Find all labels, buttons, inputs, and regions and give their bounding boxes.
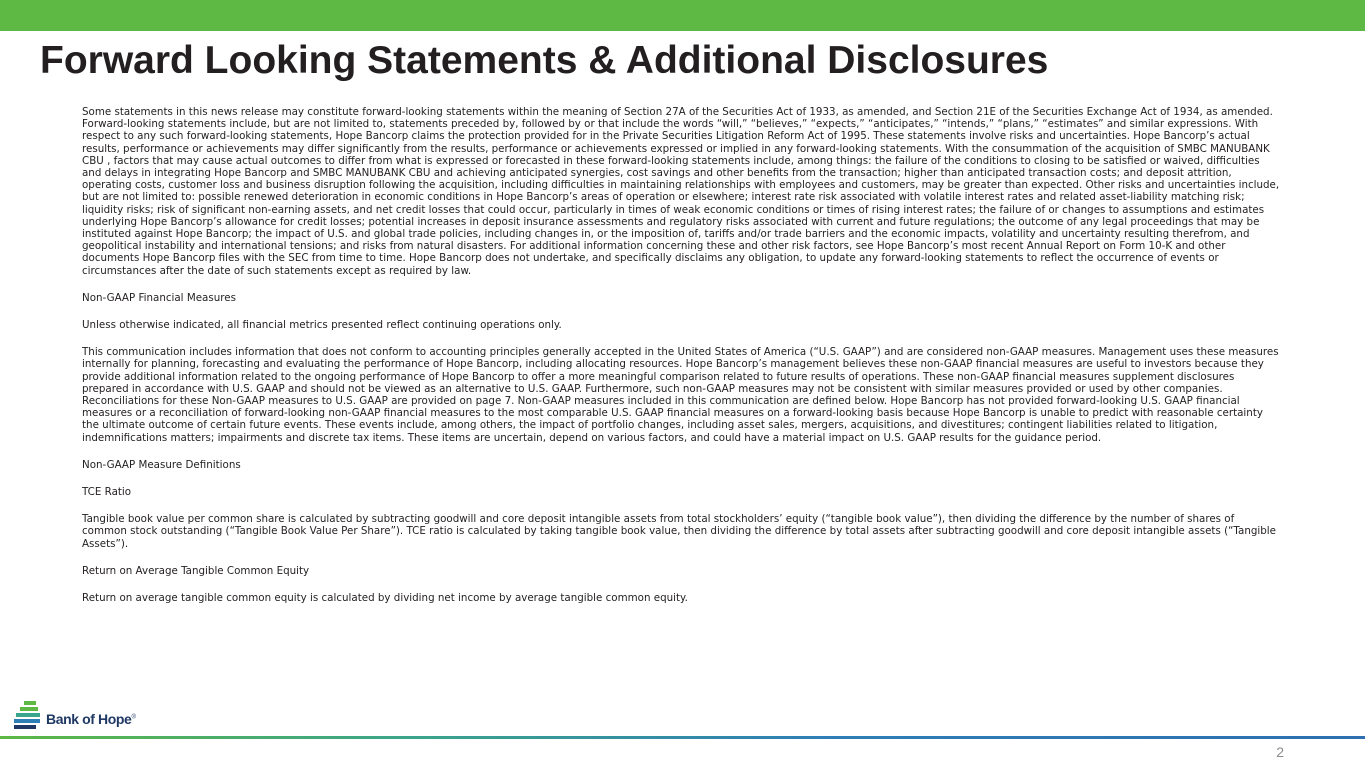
page-title: Forward Looking Statements & Additional Disclosures [40,39,1049,82]
tce-paragraph: Tangible book value per common share is calculated by subtracting goodwill and core deposit intangible assets from total stockholders’ equity (“tangible book value”), then dividing the difference by the number of shares of common stock outstanding (“Tangible Book Value Per Share”). TCE ratio is calculated by taking tangible book value, then dividing the difference by total assets after subtracting goodwill and core deposit intangible assets (“Tangible Assets”). [82,513,1276,550]
disclosure-body [82,106,1280,619]
top-accent-bar [0,0,1365,31]
logo-text: Bank of Hope® [46,711,136,727]
rotce-heading: Return on Average Tangible Common Equity [82,564,310,577]
forward-looking-paragraph: Some statements in this news release may constitute forward-looking statements within the meaning of Section 27A of the Securities Act of 1933, as amended, and Section 21E of the Securities Exchange Act of 1934, as amended. Forward-looking statements include, but are not limited to, statements preceded by, followed by or that include the words “will,” “believes,” “expects,” “anticipates,” “intends,” “plans,” “estimates” and similar expressions. With respect to any such forward-looking statements, Hope Bancorp claims the protection provided for in the Private Securities Litigation Reform Act of 1995. These statements involve risks and uncertainties. Hope Bancorp’s actual results, performance or achievements may differ significantly from the results, performance or achievements expressed or implied in any forward-looking statements. With the consummation of the acquisition of SMBC MANUBANK CBU , factors that may cause actual outcomes to differ from what is expressed or forecasted in these forward-looking statements include, among things: the failure of the conditions to closing to be satisfied or waived, difficulties and delays in integrating Hope Bancorp and SMBC MANUBANK CBU and achieving anticipated synergies, cost savings and other benefits from the transaction; higher than anticipated transaction costs; and deposit attrition, operating costs, customer loss and business disruption following the acquisition, including difficulties in maintaining relationships with employees and customers, may be greater than expected. Other risks and uncertainties include, but are not limited to: possible renewed deterioration in economic conditions in Hope Bancorp’s areas of operation or elsewhere; interest rate risk associated with volatile interest rates and related asset-liability matching risk; liquidity risks; risk of significant non-earning assets, and net credit losses that could occur, particularly in times of weak economic conditions or times of rising interest rates; the failure of or changes to assumptions and estimates underlying Hope Bancorp’s allowance for credit losses; potential increases in deposit insurance assessments and regulatory risks associated with current and future regulations; the outcome of any legal proceedings that may be instituted against Hope Bancorp; the impact of U.S. and global trade policies, including changes in, or the imposition of, tariffs and/or trade barriers and the economic impacts, volatility and uncertainty resulting therefrom, and geopolitical instability and international tensions; and risks from natural disasters. For additional information concerning these and other risk factors, see Hope Bancorp’s most recent Annual Report on Form 10-K and other documents Hope Bancorp files with the SEC from time to time. Hope Bancorp does not undertake, and specifically disclaims any obligation, to update any forward-looking statements to reflect the occurrence of events or circumstances after the date of such statements except as required by law. [82,106,1280,277]
bank-of-hope-logo [14,700,164,732]
footer-divider [0,736,1365,739]
page-number: 2 [1276,744,1284,760]
logo-mark-icon [14,700,44,730]
rotce-paragraph: Return on average tangible common equity is calculated by dividing net income by average tangible common equity. [82,592,688,605]
tce-heading: TCE Ratio [82,486,132,499]
definitions-heading: Non-GAAP Measure Definitions [82,458,241,471]
non-gaap-paragraph: This communication includes information that does not conform to accounting principles generally accepted in the United States of America (“U.S. GAAP”) and are considered non-GAAP measures. Management uses these measures internally for planning, forecasting and evaluating the performance of Hope Bancorp, including allocating resources. Hope Bancorp’s management believes these non-GAAP financial measures are useful to investors because they provide additional information related to the ongoing performance of Hope Bancorp to offer a more meaningful comparison related to future results of operations. These non-GAAP financial measures supplement disclosures prepared in accordance with U.S. GAAP and should not be viewed as an alternative to U.S. GAAP. Furthermore, such non-GAAP measures may not be consistent with similar measures provided or used by other companies. Reconciliations for these Non-GAAP measures to U.S. GAAP are provided on page 7. Non-GAAP measures included in this communication are defined below. Hope Bancorp has not provided forward-looking U.S. GAAP financial measures or a reconciliation of forward-looking non-GAAP financial measures to the most comparable U.S. GAAP financial measures on a forward-looking basis because Hope Bancorp is unable to predict with reasonable certainty the ultimate outcome of certain future events. These events include, among others, the impact of portfolio changes, including asset sales, mergers, acquisitions, and divestitures; contingent liabilities related to litigation, indemnifications matters; impairments and discrete tax items. These items are uncertain, depend on various factors, and could have a material impact on U.S. GAAP results for the guidance period. [82,346,1279,444]
non-gaap-heading: Non-GAAP Financial Measures [82,291,236,304]
continuing-operations-paragraph: Unless otherwise indicated, all financial metrics presented reflect continuing operations only. [82,319,562,332]
